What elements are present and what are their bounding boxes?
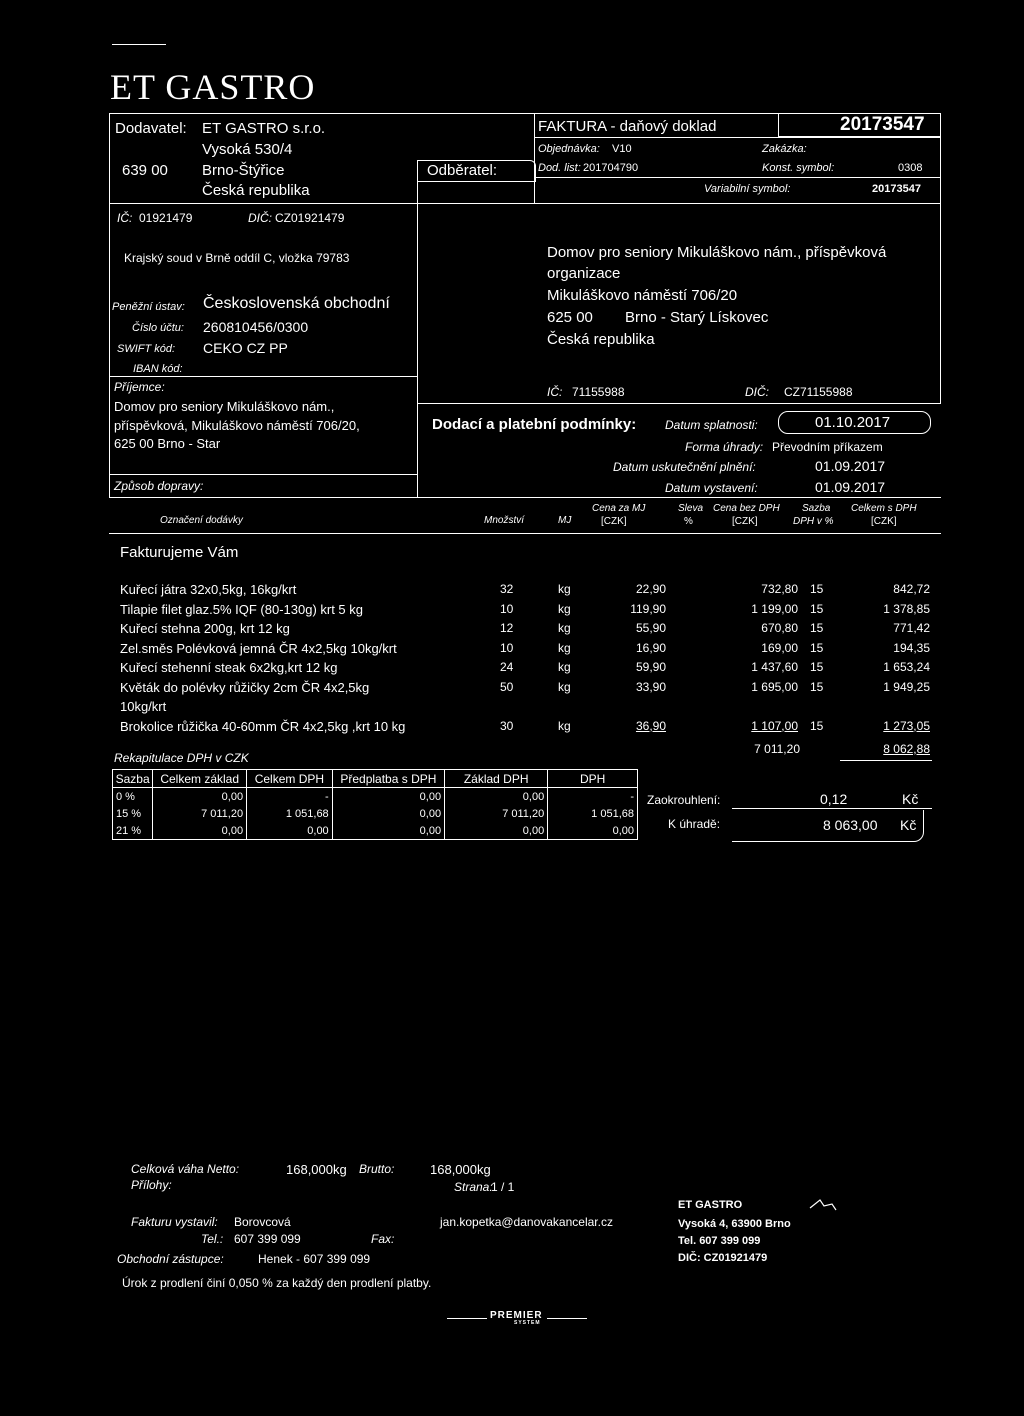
item-qty: 32 <box>500 582 514 596</box>
bank-label: Peněžní ústav: <box>112 301 185 313</box>
item-net: 732,80 <box>761 582 798 596</box>
vat-header: DPH <box>548 770 638 788</box>
item-unit <box>558 699 618 719</box>
logo: ET GASTRO <box>110 67 316 107</box>
intro-text: Fakturujeme Vám <box>120 544 239 561</box>
order-label: Objednávka: <box>538 143 600 155</box>
item-qty: 10 <box>500 601 514 616</box>
brand-rule-right <box>547 1318 587 1319</box>
col-net-1: Cena bez DPH <box>713 503 780 514</box>
item-rate: 15 <box>810 582 824 596</box>
item-qty: 12 <box>500 621 514 635</box>
table-row <box>120 602 930 622</box>
due-date-label: Datum splatnosti: <box>665 418 758 432</box>
customer-zip: 625 00 <box>547 309 593 326</box>
item-net <box>666 699 798 719</box>
item-total: 1 273,05 <box>883 718 930 733</box>
recipient-label: Příjemce: <box>114 380 165 394</box>
netto-value: 168,000kg <box>286 1162 347 1177</box>
customer-dic-label: DIČ: <box>745 385 769 399</box>
taxable-date: 01.09.2017 <box>815 458 886 474</box>
item-unit: kg <box>558 601 571 616</box>
agent-value: Henek - 607 399 099 <box>258 1252 371 1266</box>
table-row <box>120 621 930 641</box>
item-net: 670,80 <box>761 621 798 635</box>
vat-header: Celkem DPH <box>247 770 333 788</box>
item-total: 771,42 <box>893 621 930 635</box>
bank-name: Československá obchodní <box>203 295 390 312</box>
vat-header: Celkem základ <box>153 770 247 788</box>
vat-cell: 1 051,68 <box>548 805 638 822</box>
invoice-title: FAKTURA - daňový doklad <box>538 118 717 135</box>
item-total: 194,35 <box>893 640 930 655</box>
frame-divider <box>417 160 418 498</box>
brutto-value: 168,000kg <box>430 1162 491 1177</box>
table-row <box>120 660 930 680</box>
item-rate: 15 <box>810 679 824 694</box>
vat-cell: - <box>247 788 333 806</box>
vat-header: Sazba <box>113 770 153 788</box>
table-row <box>120 582 930 602</box>
item-unit: kg <box>558 660 571 674</box>
stamp-line-4: DIČ: CZ01921479 <box>678 1252 768 1264</box>
item-rate: 15 <box>810 640 824 655</box>
item-name: Zel.směs Polévková jemná ČR 4x2,5kg 10kg/krt <box>120 640 397 656</box>
item-name: Brokolice růžička 40-60mm ČR 4x2,5kg ,krt 10 kg <box>120 718 406 734</box>
item-unit: kg <box>558 582 571 596</box>
var-symbol-label: Variabilní symbol: <box>704 183 791 195</box>
vat-header: Základ DPH <box>445 770 548 788</box>
divider-columns <box>109 497 941 498</box>
col-net-2: [CZK] <box>732 516 758 527</box>
top-rule <box>112 44 166 45</box>
customer-label: Odběratel: <box>427 162 498 179</box>
vat-cell: 15 % <box>113 805 153 822</box>
item-rate: 15 <box>810 621 824 635</box>
to-pay-label: K úhradě: <box>668 817 721 831</box>
item-price: 22,90 <box>635 582 666 596</box>
vat-cell: 0,00 <box>332 788 444 806</box>
vat-cell: 0 % <box>113 788 153 806</box>
vat-cell: - <box>548 788 638 806</box>
col-total-2: [CZK] <box>871 516 897 527</box>
brutto-label: Brutto: <box>359 1162 395 1176</box>
item-price: 55,90 <box>635 621 666 635</box>
rounding-rule <box>732 808 932 809</box>
stamp-line-2: Vysoká 4, 63900 Brno <box>678 1218 791 1230</box>
payment-method: Převodním příkazem <box>772 440 883 454</box>
table-row <box>120 680 930 700</box>
contract-label: Zakázka: <box>762 143 807 155</box>
signature-mark <box>808 1196 838 1214</box>
fax-label: Fax: <box>371 1232 395 1246</box>
vat-cell: 0,00 <box>332 822 444 840</box>
item-unit: kg <box>558 621 571 635</box>
delivery-note-label: Dod. list: <box>538 162 581 174</box>
item-net: 1 107,00 <box>751 718 798 733</box>
col-unit: MJ <box>558 515 572 526</box>
sum-total: 8 062,88 <box>883 742 930 756</box>
customer-ic: 71155988 <box>572 385 625 399</box>
frame-divider-2 <box>534 113 535 203</box>
item-net: 1 695,00 <box>751 679 798 694</box>
supplier-dic-label: DIČ: <box>248 211 272 225</box>
col-rate-2: DPH v % <box>793 516 834 527</box>
col-qty: Množství <box>484 515 525 526</box>
vat-header: Předplatba s DPH <box>332 770 444 788</box>
account-label: Číslo účtu: <box>132 322 184 334</box>
item-name: Kuřecí stehenní steak 6x2kg,krt 12 kg <box>120 660 338 675</box>
to-pay-value: 8 063,00 <box>823 817 878 833</box>
rounding-value: 0,12 <box>820 791 848 807</box>
sum-rule <box>840 760 932 761</box>
item-price: 59,90 <box>635 660 666 674</box>
col-rate-1: Sazba <box>802 503 831 514</box>
col-item: Označení dodávky <box>160 515 243 526</box>
item-name: Tilapie filet glaz.5% IQF (80-130g) krt 5 kg <box>120 601 364 617</box>
vat-cell: 0,00 <box>445 788 548 806</box>
order-value: V10 <box>612 143 632 155</box>
frame-right <box>940 113 941 403</box>
item-total: 1 378,85 <box>883 601 930 616</box>
item-name: 10kg/krt <box>120 699 167 714</box>
item-total: 1 949,25 <box>883 679 930 694</box>
divider-recipient <box>109 376 417 377</box>
to-pay-currency: Kč <box>900 817 917 833</box>
item-rate: 15 <box>810 718 824 733</box>
issued-by: Borovcová <box>234 1215 291 1229</box>
brand-sub: SYSTEM <box>514 1320 541 1326</box>
divider-terms <box>417 403 941 404</box>
vat-cell: 21 % <box>113 822 153 840</box>
item-rate: 15 <box>810 601 824 616</box>
item-total <box>838 699 930 719</box>
item-name: Kuřecí stehna 200g, krt 12 kg <box>120 621 290 636</box>
const-symbol-value: 0308 <box>898 162 923 174</box>
rounding-label: Zaokrouhlení: <box>647 793 721 807</box>
item-price: 119,90 <box>630 601 666 616</box>
col-price-2: [CZK] <box>601 516 627 527</box>
stamp-line-1: ET GASTRO <box>678 1199 743 1211</box>
item-price: 33,90 <box>635 679 666 694</box>
customer-line-3: Mikuláškovo náměstí 706/20 <box>547 287 738 304</box>
transport-label: Způsob dopravy: <box>114 479 204 493</box>
supplier-zip: 639 00 <box>122 162 168 179</box>
item-qty <box>498 699 558 719</box>
page-value: 1 / 1 <box>491 1180 515 1194</box>
vat-row <box>113 805 638 822</box>
brand-rule-left <box>447 1318 487 1319</box>
swift-label: SWIFT kód: <box>117 343 176 355</box>
col-price-1: Cena za MJ <box>592 503 646 514</box>
email: jan.kopetka@danovakancelar.cz <box>440 1215 613 1229</box>
supplier-street: Vysoká 530/4 <box>202 141 293 158</box>
customer-line-1: Domov pro seniory Mikuláškovo nám., příspěvková <box>547 244 887 261</box>
item-total: 842,72 <box>893 582 930 596</box>
supplier-register: Krajský soud v Brně oddíl C, vložka 79783 <box>124 251 350 265</box>
vat-table <box>112 769 638 840</box>
customer-city: Brno - Starý Lískovec <box>625 309 769 326</box>
invoice-number: 20173547 <box>840 114 925 135</box>
attachments-label: Přílohy: <box>131 1178 172 1192</box>
col-discount-2: % <box>684 516 693 527</box>
divider-ic <box>109 203 941 204</box>
col-total-1: Celkem s DPH <box>851 503 917 514</box>
vat-cell: 0,00 <box>153 822 247 840</box>
item-unit: kg <box>558 718 571 733</box>
table-row <box>120 699 930 719</box>
recipient-line-1: Domov pro seniory Mikuláškovo nám., <box>114 399 335 414</box>
supplier-city: Brno-Štýřice <box>202 162 285 179</box>
item-name: Kuřecí játra 32x0,5kg, 16kg/krt <box>120 582 297 597</box>
vat-cell: 7 011,20 <box>153 805 247 822</box>
item-rate: 15 <box>810 660 824 674</box>
divider-transport <box>109 474 417 475</box>
terms-title: Dodací a platební podmínky: <box>432 416 637 433</box>
brand-logo: PREMIER <box>490 1310 543 1321</box>
interest-note: Úrok z prodlení činí 0,050 % za každý den prodlení platby. <box>122 1276 432 1290</box>
customer-ic-label: IČ: <box>547 385 563 399</box>
delivery-note-value: 201704790 <box>583 162 639 174</box>
vat-cell: 0,00 <box>332 805 444 822</box>
table-row <box>120 719 930 739</box>
vat-row <box>113 822 638 840</box>
vat-cell: 1 051,68 <box>247 805 333 822</box>
sum-net: 7 011,20 <box>754 742 800 756</box>
issued-by-label: Fakturu vystavil: <box>131 1215 218 1229</box>
item-unit: kg <box>558 640 571 655</box>
rounding-currency: Kč <box>902 791 919 807</box>
vat-title: Rekapitulace DPH v CZK <box>114 751 249 765</box>
item-net: 1 199,00 <box>751 601 798 616</box>
swift-code: CEKO CZ PP <box>203 340 288 356</box>
page-label: Strana: <box>454 1180 493 1194</box>
iban-label: IBAN kód: <box>133 363 183 375</box>
netto-label: Celková váha Netto: <box>131 1162 240 1176</box>
item-qty: 30 <box>500 718 514 733</box>
customer-dic: CZ71155988 <box>784 385 853 399</box>
item-qty: 10 <box>500 640 514 655</box>
item-price <box>618 699 666 719</box>
vat-cell: 0,00 <box>247 822 333 840</box>
items-table <box>120 582 930 738</box>
recipient-line-3: 625 00 Brno - Star <box>114 436 221 451</box>
vat-cell: 7 011,20 <box>445 805 548 822</box>
issued-date: 01.09.2017 <box>815 479 886 495</box>
invoice-title-rule <box>534 137 941 138</box>
item-qty: 50 <box>500 679 514 694</box>
supplier-ic: 01921479 <box>139 211 193 225</box>
const-symbol-label: Konst. symbol: <box>762 162 835 174</box>
recipient-line-2: příspěvková, Mikuláškovo náměstí 706/20, <box>114 418 360 433</box>
customer-country: Česká republika <box>547 331 655 348</box>
item-net: 169,00 <box>761 640 798 655</box>
supplier-name: ET GASTRO s.r.o. <box>202 120 326 137</box>
taxable-date-label: Datum uskutečnění plnění: <box>613 460 756 474</box>
tel-value: 607 399 099 <box>234 1232 301 1246</box>
var-symbol-value: 20173547 <box>872 183 921 195</box>
supplier-dic: CZ01921479 <box>275 211 345 225</box>
item-net: 1 437,60 <box>751 660 798 674</box>
customer-line-2: organizace <box>547 265 621 282</box>
item-qty: 24 <box>500 660 514 674</box>
divider-items <box>109 533 941 534</box>
supplier-ic-label: IČ: <box>117 211 133 225</box>
vat-row <box>113 788 638 806</box>
agent-label: Obchodní zástupce: <box>117 1252 224 1266</box>
stamp-line-3: Tel. 607 399 099 <box>678 1235 761 1247</box>
col-discount-1: Sleva <box>678 503 704 514</box>
vat-cell: 0,00 <box>153 788 247 806</box>
vat-cell: 0,00 <box>548 822 638 840</box>
supplier-label: Dodavatel: <box>115 120 187 137</box>
tel-label: Tel.: <box>201 1232 224 1246</box>
due-date: 01.10.2017 <box>815 414 891 431</box>
item-rate <box>798 699 838 719</box>
supplier-country: Česká republika <box>202 182 310 199</box>
payment-label: Forma úhrady: <box>685 440 764 454</box>
issued-date-label: Datum vystavení: <box>665 481 758 495</box>
item-name: Květák do polévky růžičky 2cm ČR 4x2,5kg <box>120 679 370 695</box>
table-row <box>120 641 930 661</box>
item-price: 36,90 <box>635 718 666 733</box>
item-total: 1 653,24 <box>883 660 930 674</box>
vat-cell: 0,00 <box>445 822 548 840</box>
item-unit: kg <box>558 679 571 694</box>
symbol-rule <box>534 177 941 178</box>
account-number: 260810456/0300 <box>203 319 309 335</box>
item-price: 16,90 <box>635 640 666 655</box>
